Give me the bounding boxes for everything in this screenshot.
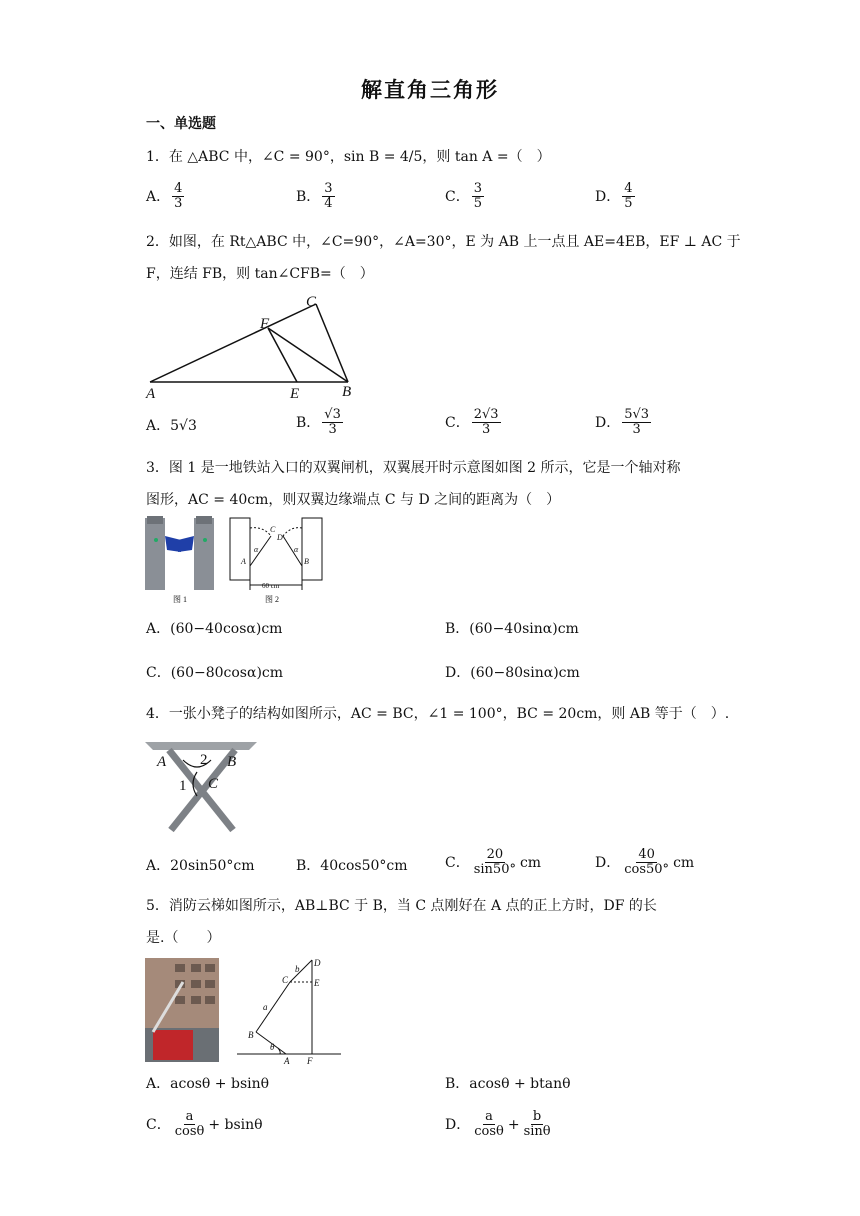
label-b: B <box>342 384 352 400</box>
plus-sign: + <box>507 1116 520 1133</box>
option-letter: C． <box>146 1116 171 1133</box>
option-text: 5√3 <box>170 418 197 434</box>
fraction: $\frac{2√3}{3}$ <box>473 407 499 437</box>
label-b: B <box>304 557 309 566</box>
label-c: C <box>306 294 317 310</box>
label-b-length: b <box>295 964 300 974</box>
fraction: $\frac{b}{\sin\theta}$ <box>523 1109 551 1139</box>
label-theta: θ <box>270 1042 275 1052</box>
question-2-stem-line1: 2．如图，在 Rt△ABC 中，∠C=90°，∠A=30°，E 为 AB 上一点且 AE=4EB，EF ⊥ AC 于 <box>146 234 741 250</box>
option-text: (60−40sinα)cm <box>469 621 579 637</box>
option-letter: C． <box>445 414 470 431</box>
q5-option-b[interactable] <box>445 1074 571 1094</box>
label-c: C <box>282 975 289 985</box>
option-letter: B． <box>296 188 321 205</box>
q1-option-b[interactable] <box>296 182 337 211</box>
fraction: $\frac{√3}{3}$ <box>324 407 341 437</box>
q5-ladder-figure <box>145 958 345 1066</box>
option-text: acosθ + bsinθ <box>170 1076 270 1092</box>
option-letter: A． <box>146 418 171 434</box>
label-a: A <box>284 1056 290 1066</box>
label-e: E <box>314 978 320 988</box>
q2-option-d[interactable] <box>595 408 653 437</box>
gate-wing-right <box>178 536 194 552</box>
unit: cm <box>519 854 542 871</box>
question-5-stem-line2: 是.（ ） <box>146 930 221 946</box>
label-f: F <box>307 1056 313 1066</box>
option-letter: C． <box>445 854 470 871</box>
q1-option-a[interactable] <box>146 182 186 211</box>
option-tail: + bsinθ <box>208 1116 263 1133</box>
option-letter: D． <box>595 414 621 431</box>
q5-option-c[interactable] <box>146 1110 263 1139</box>
question-3-stem-line2: 图形，AC = 40cm，则双翼边缘端点 C 与 D 之间的距离为（ ） <box>146 492 561 508</box>
figure-1-caption: 图 1 <box>173 595 187 604</box>
option-letter: C． <box>445 188 470 205</box>
fraction: $\frac{4}{3}$ <box>174 181 183 211</box>
fraction: $\frac{40}{\cos 50^\circ}$ <box>624 847 670 877</box>
q3-gate-figure <box>145 514 330 606</box>
option-text: (60−40cosα)cm <box>170 621 283 637</box>
fire-truck <box>153 1030 193 1060</box>
q3-option-d[interactable] <box>445 663 580 683</box>
question-5-stem-line1: 5．消防云梯如图所示，AB⊥BC 于 B，当 C 点刚好在 A 点的正上方时，DF 的长 <box>146 898 657 914</box>
option-letter: A． <box>146 188 171 205</box>
option-letter: D． <box>595 854 621 871</box>
label-c: C <box>270 525 276 534</box>
option-letter: B． <box>296 414 321 431</box>
option-letter: B． <box>445 1076 470 1092</box>
label-angle-2: 2 <box>200 752 208 768</box>
q1-option-d[interactable] <box>595 182 637 211</box>
q5-option-d[interactable] <box>445 1110 555 1139</box>
unit: cm <box>673 854 695 871</box>
q2-option-c[interactable] <box>445 408 503 437</box>
option-letter: C． <box>146 665 171 681</box>
fraction: $\frac{a}{\cos\theta}$ <box>174 1109 205 1139</box>
dimension-label: 60 cm <box>262 582 280 590</box>
option-letter: A． <box>146 1076 171 1092</box>
figure-2-caption: 图 2 <box>265 595 279 604</box>
gate-pillar-right <box>194 518 214 590</box>
q2-option-b[interactable] <box>296 408 345 437</box>
fraction: $\frac{3}{4}$ <box>324 181 333 211</box>
fraction: $\frac{5√3}{3}$ <box>624 407 650 437</box>
label-alpha-right: α <box>294 545 299 554</box>
label-c: C <box>208 776 219 792</box>
option-letter: A． <box>146 858 171 874</box>
option-letter: D． <box>595 188 621 205</box>
fraction: $\frac{3}{5}$ <box>473 181 482 211</box>
question-1-stem: 1．在 △ABC 中，∠C = 90°，sin B = 4/5，则 tan A =（ ） <box>146 149 551 165</box>
option-letter: A． <box>146 621 171 637</box>
label-a: A <box>146 386 156 402</box>
label-a: A <box>241 557 246 566</box>
gate-pillar-left <box>145 518 165 590</box>
q2-triangle-figure <box>140 292 360 402</box>
label-f: F <box>260 316 270 332</box>
fraction: $\frac{a}{\cos\theta}$ <box>474 1109 504 1139</box>
q3-option-b[interactable] <box>445 619 579 639</box>
question-4-stem: 4．一张小凳子的结构如图所示，AC = BC，∠1 = 100°，BC = 20cm，则 AB 等于（ ）. <box>146 706 730 722</box>
q3-option-c[interactable] <box>146 663 283 683</box>
fraction: $\frac{20}{\sin 50^\circ}$ <box>473 847 516 877</box>
fraction: $\frac{4}{5}$ <box>624 181 633 211</box>
q4-option-a[interactable] <box>146 856 255 876</box>
q4-option-d[interactable] <box>595 848 694 877</box>
q2-option-a[interactable] <box>146 416 197 436</box>
option-letter: B． <box>296 858 321 874</box>
option-text: (60−80sinα)cm <box>470 665 580 681</box>
label-d: D <box>277 533 283 542</box>
option-letter: D． <box>445 1116 471 1133</box>
q4-option-c[interactable] <box>445 848 541 877</box>
option-text: (60−80cosα)cm <box>170 665 284 681</box>
q3-option-a[interactable] <box>146 619 282 639</box>
label-d: D <box>314 958 321 968</box>
label-b: B <box>227 754 237 770</box>
question-2-stem-line2: F，连结 FB，则 tan∠CFB=（ ） <box>146 266 374 282</box>
option-text: acosθ + btanθ <box>469 1076 571 1092</box>
label-angle-1: 1 <box>179 778 187 794</box>
option-text: 40cos50°cm <box>320 858 408 874</box>
q4-option-b[interactable] <box>296 856 408 876</box>
option-text: 20sin50°cm <box>170 858 255 874</box>
q4-stool-figure <box>145 738 260 834</box>
label-e: E <box>290 386 300 402</box>
q1-option-c[interactable] <box>445 182 486 211</box>
page-title: 解直角三角形 <box>361 77 499 102</box>
label-b: B <box>248 1030 254 1040</box>
option-letter: B． <box>445 621 470 637</box>
label-a-length: a <box>263 1002 268 1012</box>
question-3-stem-line1: 3．图 1 是一地铁站入口的双翼闸机，双翼展开时示意图如图 2 所示，它是一个轴对称 <box>146 460 681 476</box>
label-a: A <box>157 754 167 770</box>
section-heading: 一、单选题 <box>146 116 216 132</box>
label-alpha-left: α <box>254 545 259 554</box>
q5-option-a[interactable] <box>146 1074 269 1094</box>
option-letter: D． <box>445 665 471 681</box>
